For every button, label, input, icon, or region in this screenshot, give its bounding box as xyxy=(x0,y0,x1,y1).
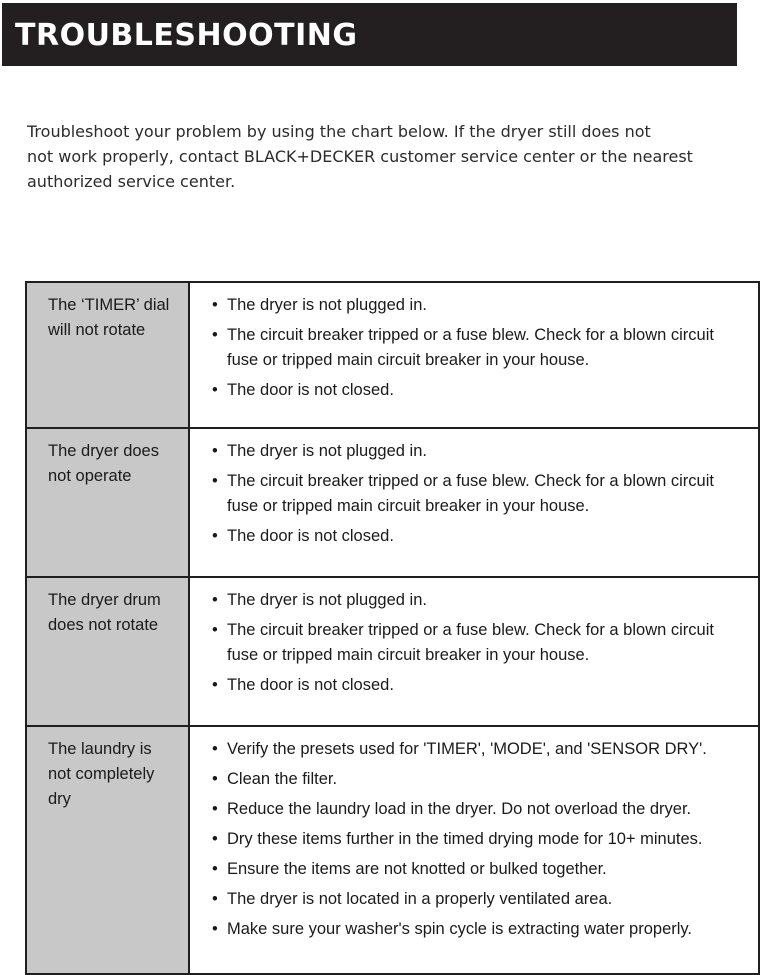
causes-cell xyxy=(189,428,759,577)
page-title: TROUBLESHOOTING xyxy=(15,18,358,53)
cause-text: Make sure your washer's spin cycle is extracting water properly. xyxy=(227,920,693,938)
bullet-icon: • xyxy=(212,381,218,399)
cause-item xyxy=(212,293,748,318)
section-header-bar xyxy=(2,3,737,66)
bullet-icon: • xyxy=(212,591,218,609)
problem-cell: The dryer drum does not rotate xyxy=(26,577,189,726)
causes-cell xyxy=(189,282,759,428)
cause-item xyxy=(212,323,748,373)
cause-item xyxy=(212,917,748,942)
cause-text: Dry these items further in the timed drying mode for 10+ minutes. xyxy=(227,830,703,848)
causes-cell xyxy=(189,726,759,974)
table-row xyxy=(26,726,759,974)
bullet-icon: • xyxy=(212,830,218,848)
intro-paragraph: Troubleshoot your problem by using the chart below. If the dryer still does not not work properly, contact BLACK+DECKER customer service center or the nearest authorized service center. xyxy=(27,122,693,191)
problem-cell: The laundry is not completely dry xyxy=(26,726,189,974)
cause-text: The door is not closed. xyxy=(227,676,394,694)
cause-item xyxy=(212,618,748,668)
bullet-icon: • xyxy=(212,621,218,639)
cause-text: The circuit breaker tripped or a fuse blew. Check for a blown circuit fuse or tripped main circuit breaker in your house. xyxy=(227,621,714,664)
cause-item xyxy=(212,469,748,519)
causes-cell xyxy=(189,577,759,726)
cause-text: Ensure the items are not knotted or bulked together. xyxy=(227,860,607,878)
bullet-icon: • xyxy=(212,296,218,314)
cause-text: Clean the filter. xyxy=(227,770,338,788)
cause-text: The circuit breaker tripped or a fuse blew. Check for a blown circuit fuse or tripped main circuit breaker in your house. xyxy=(227,472,714,515)
cause-text: The dryer is not plugged in. xyxy=(227,591,427,609)
table-row xyxy=(26,282,759,428)
table-row xyxy=(26,428,759,577)
cause-item xyxy=(212,857,748,882)
bullet-icon: • xyxy=(212,860,218,878)
bullet-icon: • xyxy=(212,890,218,908)
cause-item xyxy=(212,378,748,403)
bullet-icon: • xyxy=(212,770,218,788)
cause-item xyxy=(212,524,748,549)
bullet-icon: • xyxy=(212,920,218,938)
cause-text: The dryer is not plugged in. xyxy=(227,296,427,314)
cause-list xyxy=(212,588,748,698)
cause-text: The dryer is not located in a properly ventilated area. xyxy=(227,890,613,908)
table-row xyxy=(26,577,759,726)
cause-item xyxy=(212,588,748,613)
cause-text: The door is not closed. xyxy=(227,527,394,545)
cause-list xyxy=(212,439,748,549)
cause-text: Reduce the laundry load in the dryer. Do not overload the dryer. xyxy=(227,800,692,818)
cause-item xyxy=(212,439,748,464)
cause-item xyxy=(212,737,748,762)
cause-text: Verify the presets used for 'TIMER', 'MODE', and 'SENSOR DRY'. xyxy=(227,740,707,758)
bullet-icon: • xyxy=(212,442,218,460)
bullet-icon: • xyxy=(212,326,218,344)
bullet-icon: • xyxy=(212,527,218,545)
cause-item xyxy=(212,767,748,792)
troubleshooting-table xyxy=(25,281,760,975)
cause-item xyxy=(212,797,748,822)
cause-text: The dryer is not plugged in. xyxy=(227,442,427,460)
problem-cell: The dryer does not operate xyxy=(26,428,189,577)
cause-text: The door is not closed. xyxy=(227,381,394,399)
cause-list xyxy=(212,737,748,942)
bullet-icon: • xyxy=(212,800,218,818)
cause-list xyxy=(212,293,748,403)
cause-text: The circuit breaker tripped or a fuse blew. Check for a blown circuit fuse or tripped main circuit breaker in your house. xyxy=(227,326,714,369)
bullet-icon: • xyxy=(212,740,218,758)
bullet-icon: • xyxy=(212,472,218,490)
cause-item xyxy=(212,827,748,852)
bullet-icon: • xyxy=(212,676,218,694)
cause-item xyxy=(212,673,748,698)
problem-cell: The ‘TIMER’ dial will not rotate xyxy=(26,282,189,428)
